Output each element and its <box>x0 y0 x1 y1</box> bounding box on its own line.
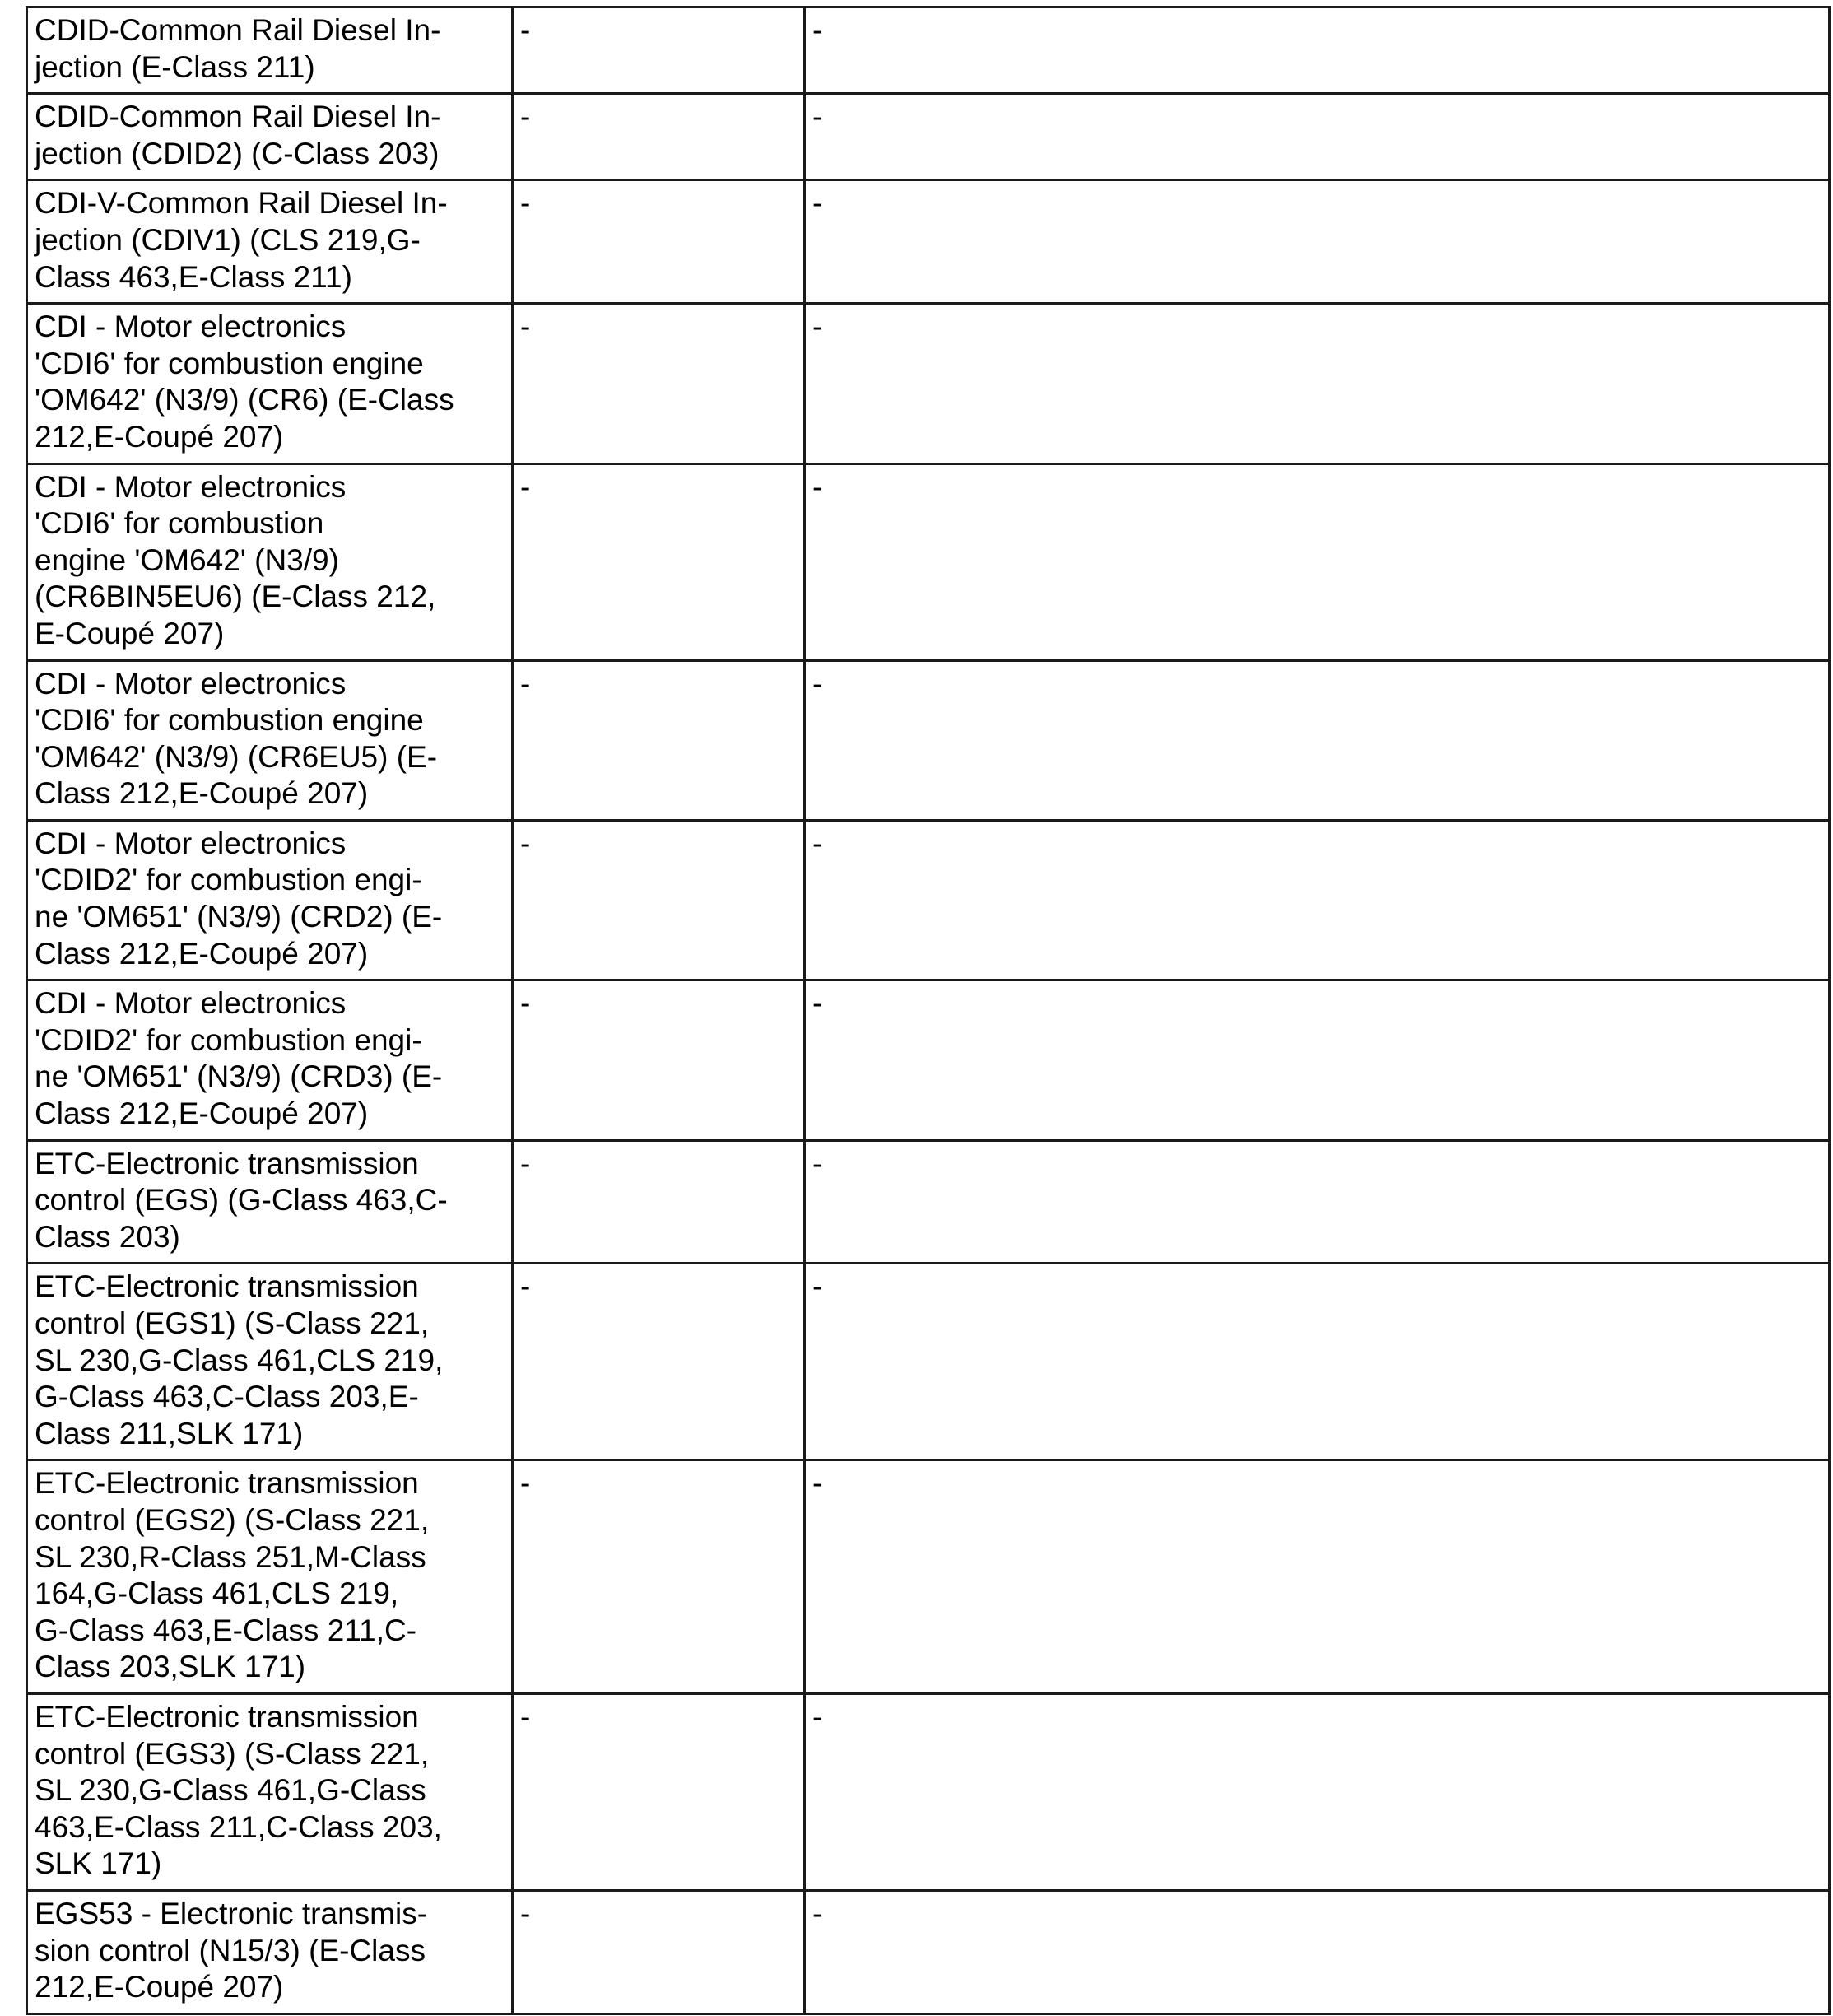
remarks-cell <box>805 1890 1830 2014</box>
value-cell <box>513 1140 805 1264</box>
control-unit-name-cell <box>27 660 513 820</box>
value-text: - <box>520 469 531 504</box>
control-unit-name-cell <box>27 94 513 180</box>
value-text: - <box>520 1699 531 1734</box>
table-row <box>27 1460 1830 1694</box>
remarks-text: - <box>812 1146 823 1180</box>
control-unit-name: ETC-Electronic transmission control (EGS3) (S-Class 221, SL 230,G-Class 461,G-Class 463,E-Class 211,C-Class 203, SLK 171) <box>35 1699 442 1881</box>
remarks-text: - <box>812 666 823 701</box>
remarks-cell <box>805 1460 1830 1694</box>
table-row <box>27 1264 1830 1460</box>
remarks-cell <box>805 180 1830 304</box>
control-unit-name-cell <box>27 1140 513 1264</box>
remarks-cell <box>805 7 1830 94</box>
value-cell <box>513 463 805 660</box>
control-unit-name: CDID-Common Rail Diesel In- jection (E-Class 211) <box>35 13 441 84</box>
remarks-text: - <box>812 186 823 221</box>
value-text: - <box>520 1896 531 1930</box>
value-text: - <box>520 986 531 1021</box>
table-row <box>27 463 1830 660</box>
table-row <box>27 180 1830 304</box>
remarks-text: - <box>812 1699 823 1734</box>
control-unit-name-cell <box>27 463 513 660</box>
control-unit-name-cell <box>27 1460 513 1694</box>
remarks-cell <box>805 980 1830 1140</box>
value-cell <box>513 180 805 304</box>
control-unit-name: EGS53 - Electronic transmis- sion control (N15/3) (E-Class 212,E-Coupé 207) <box>35 1896 428 2004</box>
control-unit-name: CDI - Motor electronics 'CDID2' for combustion engi- ne 'OM651' (N3/9) (CRD3) (E- Class 212,E-Coupé 207) <box>35 986 443 1131</box>
control-unit-name: CDI-V-Common Rail Diesel In- jection (CDIV1) (CLS 219,G- Class 463,E-Class 211) <box>35 186 448 294</box>
control-unit-name-cell <box>27 304 513 463</box>
control-unit-name: ETC-Electronic transmission control (EGS2) (S-Class 221, SL 230,R-Class 251,M-Class 164,G-Class 461,CLS 219, G-Class 463,E-Class 211,C- Class 203,SLK 171) <box>35 1466 430 1684</box>
table-row <box>27 820 1830 980</box>
value-cell <box>513 304 805 463</box>
table-row <box>27 7 1830 94</box>
value-cell <box>513 1890 805 2014</box>
value-text: - <box>520 826 531 860</box>
remarks-text: - <box>812 986 823 1021</box>
remarks-cell <box>805 304 1830 463</box>
value-text: - <box>520 13 531 47</box>
value-cell <box>513 980 805 1140</box>
value-cell <box>513 820 805 980</box>
table-row <box>27 1693 1830 1890</box>
table-row <box>27 660 1830 820</box>
control-unit-name-cell <box>27 180 513 304</box>
value-cell <box>513 660 805 820</box>
control-unit-name: ETC-Electronic transmission control (EGS) (G-Class 463,C- Class 203) <box>35 1146 448 1254</box>
value-text: - <box>520 100 531 134</box>
remarks-text: - <box>812 1269 823 1304</box>
value-cell <box>513 1460 805 1694</box>
remarks-cell <box>805 463 1830 660</box>
table-row <box>27 1890 1830 2014</box>
remarks-text: - <box>812 310 823 344</box>
remarks-cell <box>805 94 1830 180</box>
remarks-text: - <box>812 1896 823 1930</box>
value-text: - <box>520 1146 531 1180</box>
table-row <box>27 1140 1830 1264</box>
remarks-cell <box>805 1693 1830 1890</box>
table-row <box>27 304 1830 463</box>
value-text: - <box>520 1466 531 1501</box>
value-text: - <box>520 310 531 344</box>
remarks-text: - <box>812 469 823 504</box>
remarks-cell <box>805 820 1830 980</box>
remarks-cell <box>805 660 1830 820</box>
value-text: - <box>520 1269 531 1304</box>
remarks-cell <box>805 1264 1830 1460</box>
control-unit-name-cell <box>27 7 513 94</box>
value-text: - <box>520 666 531 701</box>
remarks-text: - <box>812 100 823 134</box>
control-unit-name-cell <box>27 1890 513 2014</box>
value-cell <box>513 94 805 180</box>
control-unit-name: CDID-Common Rail Diesel In- jection (CDID2) (C-Class 203) <box>35 100 441 170</box>
control-unit-name: CDI - Motor electronics 'CDI6' for combustion engine 'OM642' (N3/9) (CR6EU5) (E- Class 212,E-Coupé 207) <box>35 666 438 811</box>
control-unit-name: CDI - Motor electronics 'CDID2' for combustion engi- ne 'OM651' (N3/9) (CRD2) (E- Class 212,E-Coupé 207) <box>35 826 443 971</box>
remarks-text: - <box>812 826 823 860</box>
control-unit-name: CDI - Motor electronics 'CDI6' for combustion engine 'OM642' (N3/9) (CR6BIN5EU6) (E-Class 212, E-Coupé 207) <box>35 469 436 650</box>
remarks-cell <box>805 1140 1830 1264</box>
control-unit-name: ETC-Electronic transmission control (EGS1) (S-Class 221, SL 230,G-Class 461,CLS 219, G-Class 463,C-Class 203,E- Class 211,SLK 171) <box>35 1269 444 1450</box>
remarks-text: - <box>812 13 823 47</box>
table-row <box>27 94 1830 180</box>
value-cell <box>513 1693 805 1890</box>
control-unit-name: CDI - Motor electronics 'CDI6' for combustion engine 'OM642' (N3/9) (CR6) (E-Class 212,E-Coupé 207) <box>35 310 454 454</box>
control-unit-table <box>26 6 1831 2015</box>
control-unit-name-cell <box>27 1264 513 1460</box>
control-unit-name-cell <box>27 820 513 980</box>
control-unit-name-cell <box>27 1693 513 1890</box>
control-unit-name-cell <box>27 980 513 1140</box>
remarks-text: - <box>812 1466 823 1501</box>
table-row <box>27 980 1830 1140</box>
value-cell <box>513 1264 805 1460</box>
value-text: - <box>520 186 531 221</box>
value-cell <box>513 7 805 94</box>
